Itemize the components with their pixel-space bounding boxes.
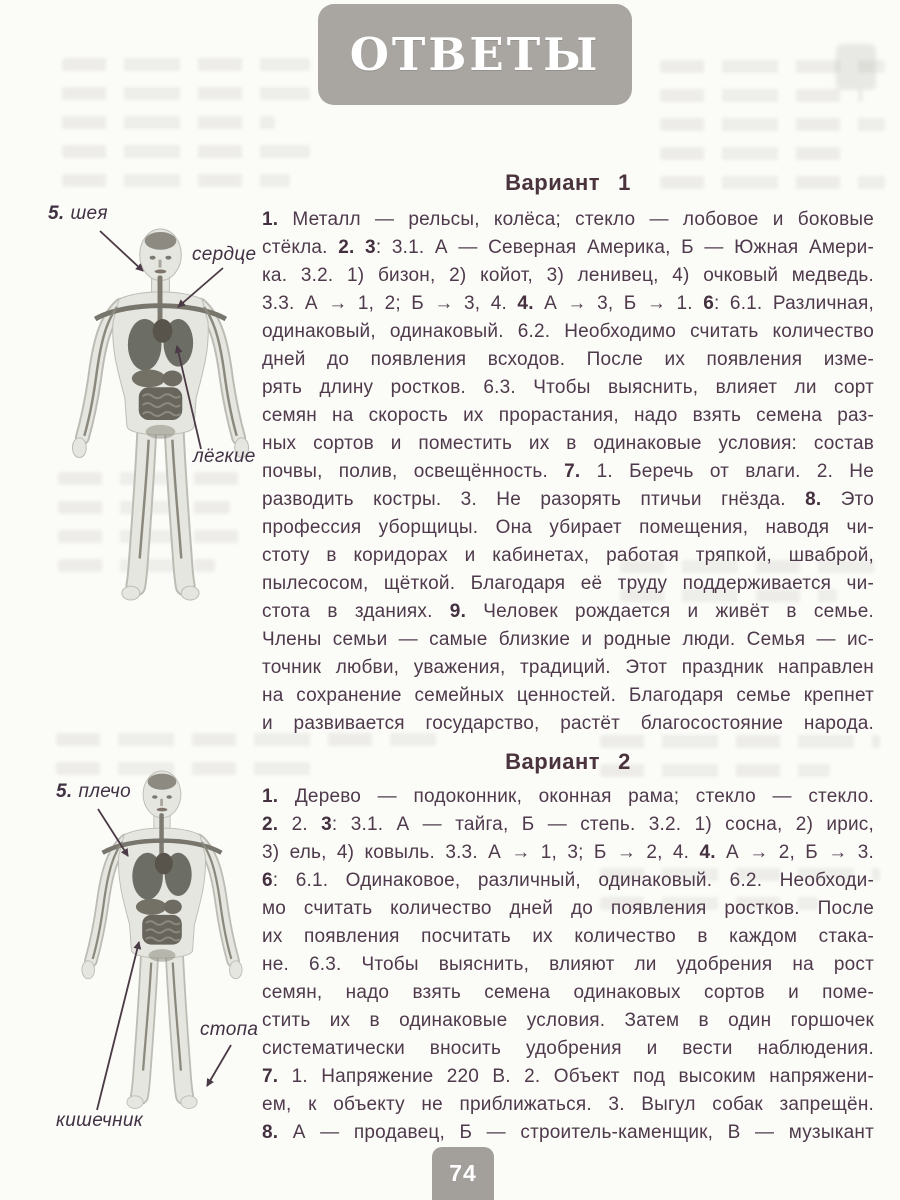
label-text: плечо — [78, 781, 132, 802]
answer-text-line: дней до появления всходов. После их появления изме- — [262, 349, 874, 370]
label-text: шея — [70, 203, 108, 224]
answer-text-line: 2. 2. 3: 3.1. А — тайга, Б — степь. 3.2. 1) сосна, 2) ирис, — [262, 814, 874, 835]
variant-label: Вариант — [505, 749, 601, 774]
variant1-heading — [262, 170, 874, 196]
answer-text-line: 3.3. А → 1, 2; Б → 3, 4. 4. А → 3, Б → 1. 6: 6.1. Различная, — [262, 293, 874, 314]
answer-text-line: 3) ель, 4) ковыль. 3.3. А → 1, 3; Б → 2, 4. 4. А → 2, Б → 3. — [262, 842, 874, 863]
answer-text-line: 6: 6.1. Одинаковое, различный, одинаковый. 6.2. Необходи- — [262, 870, 874, 891]
variant1-answers — [262, 206, 874, 738]
page-number-badge — [432, 1147, 494, 1200]
answer-text-line: ка. 3.2. 1) бизон, 2) койот, 3) ленивец, 4) очковый медведь. — [262, 265, 874, 286]
answer-text-line: Члены семьи — самые близкие и родные люди. Семья — ис- — [262, 629, 874, 650]
label-text: стопа — [200, 1019, 259, 1040]
answer-text-line: систематически вносить удобрения и вести наблюдения. — [262, 1038, 874, 1059]
page-title: ОТВЕТЫ — [349, 28, 601, 81]
answer-text-line: и развивается государство, растёт благосостояние народа. — [262, 713, 874, 734]
anatomy-figure-2 — [62, 770, 262, 1112]
answer-text-line: 1. Металл — рельсы, колёса; стекло — лобовое и боковые — [262, 209, 874, 230]
answer-text-line: пылесосом, щёткой. Благодаря её труду поддерживается чи- — [262, 573, 874, 594]
answer-text-line: 8. А — продавец, Б — строитель-каменщик, В — музыкант — [262, 1122, 874, 1143]
answer-text-line: ных сортов и поместить их в одинаковые условия: состав — [262, 433, 874, 454]
answer-text-line: профессия уборщицы. Она убирает помещения, наводя чи- — [262, 517, 874, 538]
answer-text-line: стота в зданиях. 9. Человек рождается и живёт в семье. — [262, 601, 874, 622]
figure2-label-foot — [200, 1019, 258, 1041]
label-number: 5. — [56, 781, 73, 802]
figure2-label-shoulder — [56, 781, 131, 803]
answer-text-line: разводить костры. 3. Не разорять птичьи гнёзда. 8. Это — [262, 489, 874, 510]
variant-label: Вариант — [505, 170, 601, 195]
variant2-heading — [262, 749, 874, 775]
figure1-label-neck — [48, 203, 108, 225]
variant-number: 2 — [618, 749, 631, 774]
variant-number: 1 — [618, 170, 631, 195]
answer-text-line: не. 6.3. Чтобы выяснить, влияют ли удобрения на рост — [262, 954, 874, 975]
figure2-label-intestine — [56, 1110, 143, 1132]
answer-text-line: семян на скорость их прорастания, надо взять семена раз- — [262, 405, 874, 426]
anatomy-figure-1 — [58, 228, 263, 604]
answer-text-line: почвы, полив, освещённость. 7. 1. Беречь от влаги. 2. Не — [262, 461, 874, 482]
answer-text-line: семян, надо взять семена одинаковых сортов и поме- — [262, 982, 874, 1003]
answer-text-line: ем, к объекту не приближаться. 3. Выгул собак запрещён. — [262, 1094, 874, 1115]
answer-text-line: их появления посчитать их количество в каждом стака- — [262, 926, 874, 947]
variant2-answers — [262, 783, 874, 1147]
answer-text-line: точник любви, уважения, традиций. Этот праздник направлен — [262, 657, 874, 678]
answer-text-line: мо считать количество дней до появления ростков. После — [262, 898, 874, 919]
label-text: сердце — [192, 244, 257, 265]
figure1-label-lungs — [193, 446, 256, 468]
answer-text-line: 7. 1. Напряжение 220 В. 2. Объект под высоким напряжени- — [262, 1066, 874, 1087]
page-number: 74 — [449, 1160, 477, 1186]
label-text: лёгкие — [193, 446, 256, 467]
answer-text-line: одинаковый, одинаковый. 6.2. Необходимо считать количество — [262, 321, 874, 342]
answer-text-line: 1. Дерево — подоконник, оконная рама; стекло — стекло. — [262, 786, 874, 807]
bleed-through-smudge — [836, 44, 876, 90]
answer-text-line: стёкла. 2. 3: 3.1. А — Северная Америка, Б — Южная Амери- — [262, 237, 874, 258]
answer-text-line: стоту в коридорах и кабинетах, работая тряпкой, шваброй, — [262, 545, 874, 566]
label-number: 5. — [48, 203, 65, 224]
answer-text-line: стить их в одинаковые условия. Затем в один горшочек — [262, 1010, 874, 1031]
figure1-label-heart — [192, 244, 256, 266]
answer-text-line: рять длину ростков. 6.3. Чтобы выяснить, влияет ли сорт — [262, 377, 874, 398]
answers-header-banner — [318, 4, 632, 105]
label-text: кишечник — [56, 1110, 144, 1131]
answer-text-line: на сохранение семейных ценностей. Благодаря семье крепнет — [262, 685, 874, 706]
